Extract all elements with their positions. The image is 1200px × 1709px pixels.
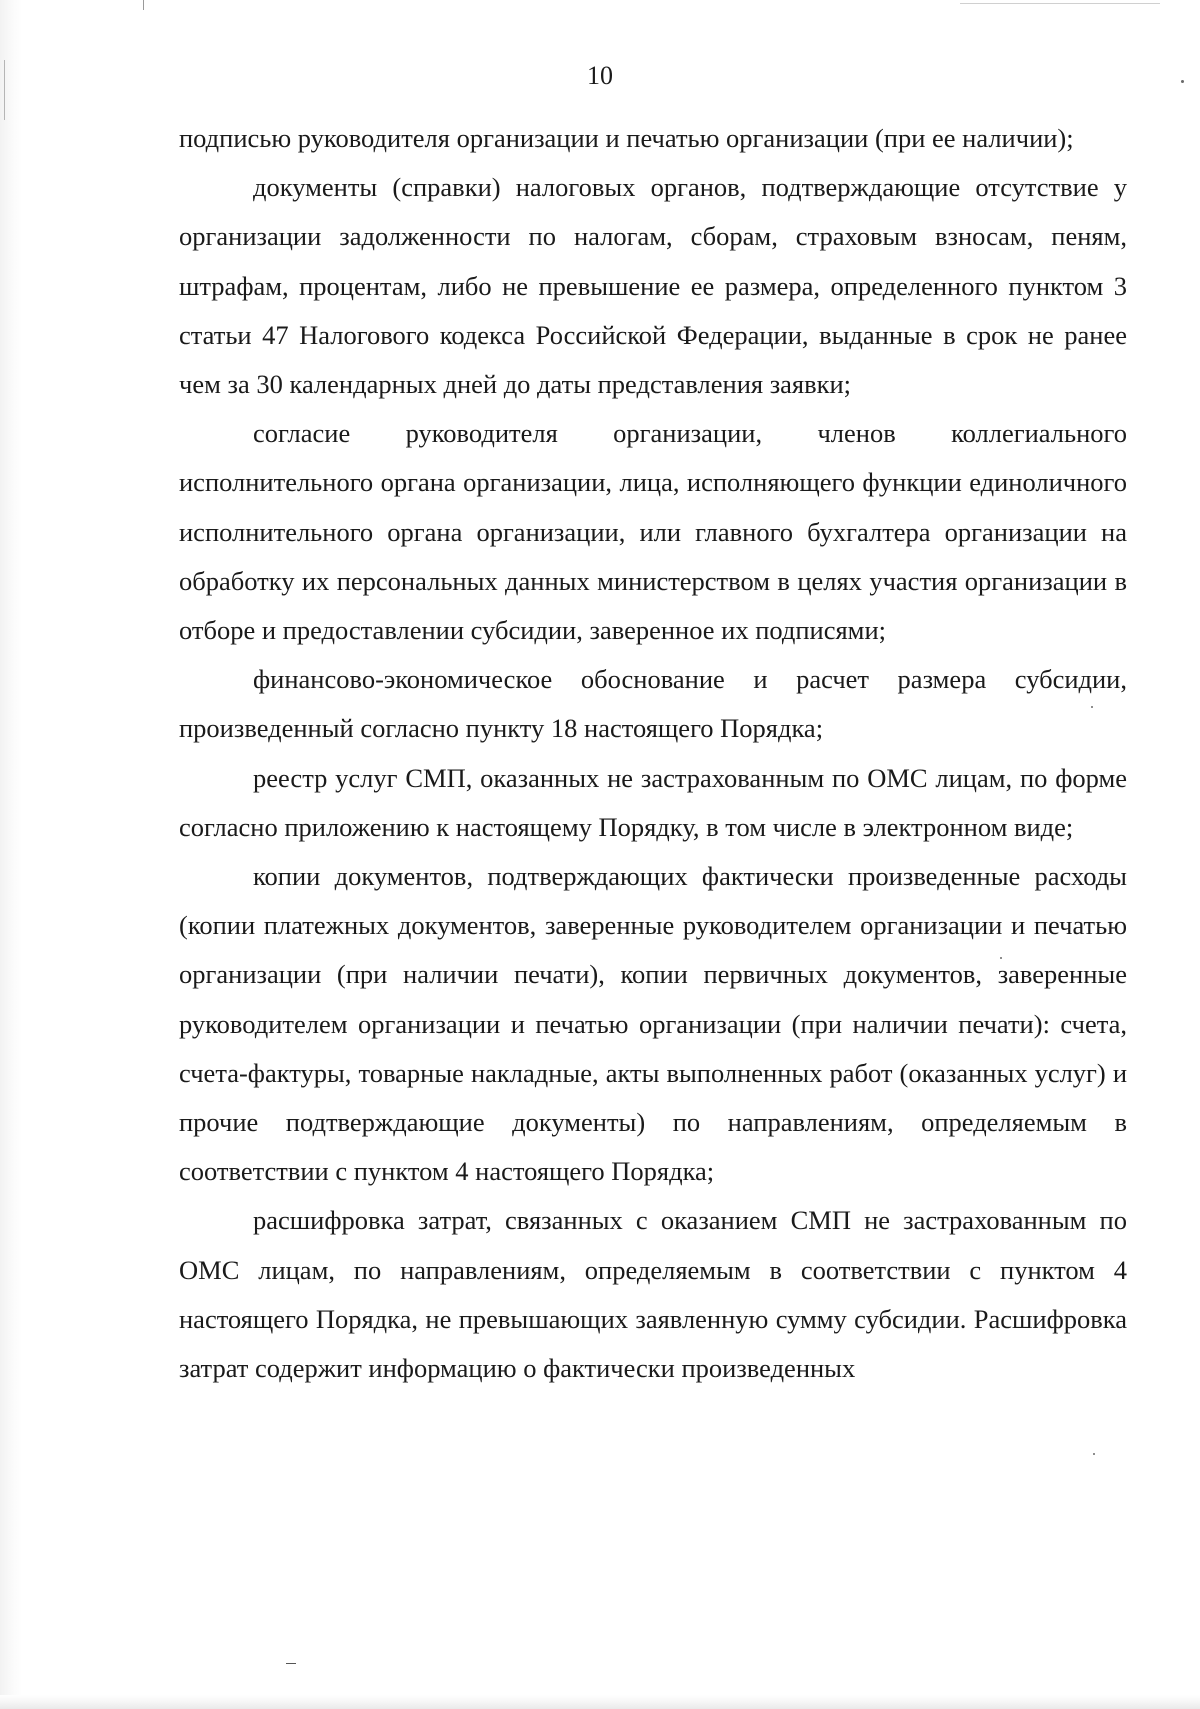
- page-number: 10: [587, 61, 613, 90]
- scan-speck: [1093, 1453, 1095, 1455]
- paragraph: подписью руководителя организации и печатью организации (при ее наличии);: [179, 123, 1074, 153]
- scan-dash: [286, 1663, 296, 1664]
- scan-left-edge: [0, 0, 22, 1709]
- scan-top-tick: [143, 0, 144, 10]
- paragraph: расшифровка затрат, связанных с оказанием СМП не застрахованным по ОМС лицам, по направлениям, определяемым в соответствии с пунктом 4 настоящего Порядка, не превышающих заявленную сумму субсидии. Расшифровка затрат содержит информацию о фактически произведенных: [179, 1205, 1127, 1384]
- scan-top-mark: [960, 3, 1160, 4]
- paragraph: реестр услуг СМП, оказанных не застрахованным по ОМС лицам, по форме согласно приложению к настоящему Порядку, в том числе в электронном виде;: [179, 762, 1127, 842]
- document-body: [179, 114, 1127, 1393]
- scan-bottom-edge: [0, 1695, 1200, 1709]
- paragraph: согласие руководителя организации, членов коллегиального исполнительного органа организации, лица, исполняющего функции единоличного исполнительного органа организации, или главного бухгалтера организации на обработку их персональных данных министерством в целях участия организации в отборе и предоставлении субсидии, заверенное их подписями;: [179, 418, 1127, 646]
- paragraph: копии документов, подтверждающих фактически произведенные расходы (копии платежных документов, заверенные руководителем организации и печатью организации (при наличии печати), копии первичных документов, заверенные руководителем организации и печатью организации (при наличии печати): счета, счета-фактуры, товарные накладные, акты выполненных работ (оказанных услуг) и прочие подтверждающие документы) по направлениям, определяемым в соответствии с пунктом 4 настоящего Порядка;: [179, 861, 1127, 1187]
- paragraph: документы (справки) налоговых органов, подтверждающие отсутствие у организации задолженности по налогам, сборам, страховым взносам, пеням, штрафам, процентам, либо не превышение ее размера, определенного пунктом 3 статьи 47 Налогового кодекса Российской Федерации, выданные в срок не ранее чем за 30 календарных дней до даты представления заявки;: [179, 172, 1127, 400]
- paragraph: финансово-экономическое обоснование и расчет размера субсидии, произведенный согласно пункту 18 настоящего Порядка;: [179, 664, 1127, 744]
